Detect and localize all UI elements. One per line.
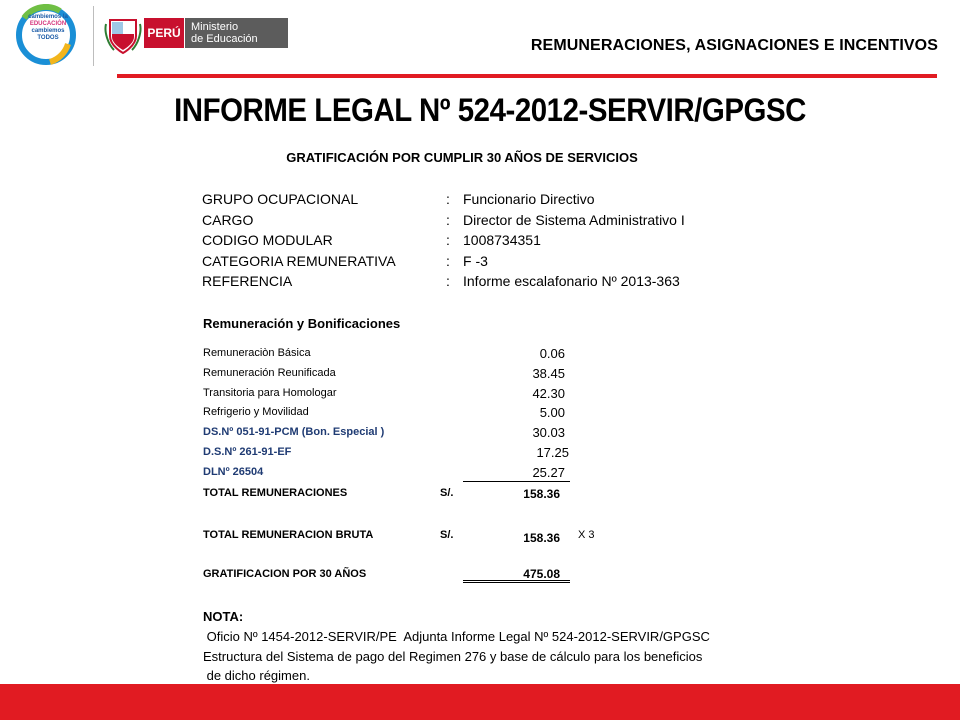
table-row: [203, 364, 603, 384]
info-separator: :: [446, 252, 450, 269]
note: [203, 607, 710, 686]
item-value: 17.25: [536, 444, 569, 460]
info-row: [202, 271, 685, 292]
info-row: [202, 230, 685, 251]
item-value: 30.03: [532, 425, 565, 441]
item-value: 38.45: [532, 365, 565, 381]
info-value: Funcionario Directivo: [463, 191, 595, 207]
header-rule: [117, 74, 937, 78]
item-label: Refrigerio y Movilidad: [203, 406, 309, 419]
table-row: [203, 423, 603, 443]
header-divider: [93, 6, 94, 66]
remuneration-table: [203, 344, 603, 483]
info-separator: :: [446, 191, 450, 207]
item-label: Remuneración Reunificada: [203, 366, 336, 379]
info-separator: :: [446, 211, 450, 228]
info-separator: :: [446, 273, 450, 289]
multiplier-label: X 3: [578, 529, 595, 541]
note-line: de dicho régimen.: [203, 668, 310, 684]
ministry-label: Ministerio de Educación: [185, 18, 288, 48]
section-title: REMUNERACIONES, ASIGNACIONES E INCENTIVOS: [530, 37, 938, 54]
peru-label: PERÚ: [144, 18, 184, 48]
item-label: D.S.Nº 261-91-EF: [203, 445, 292, 458]
total-value: 158.36: [523, 531, 560, 545]
item-label: DLNº 26504: [203, 465, 264, 478]
item-value: 5.00: [539, 405, 565, 421]
info-row: [202, 251, 685, 272]
info-value: Director de Sistema Administrativo I: [463, 211, 685, 228]
total-label: GRATIFICACION POR 30 AÑOS: [203, 568, 367, 580]
info-value: Informe escalafonario Nº 2013-363: [463, 273, 680, 289]
grand-total-rule: [463, 580, 570, 583]
item-value: 0.06: [539, 346, 565, 361]
table-row: [203, 384, 603, 404]
info-label: GRUPO OCUPACIONAL: [202, 191, 359, 207]
item-value: 25.27: [532, 464, 565, 480]
logo-caption: cambiemos la EDUCACIÓN cambiemos TODOS: [28, 14, 68, 41]
page-title: INFORME LEGAL Nº 524-2012-SERVIR/GPGSC: [174, 92, 806, 128]
page-subtitle: GRATIFICACIÓN POR CUMPLIR 30 AÑOS DE SERVICIOS: [286, 150, 638, 165]
subtotal-rule: [463, 481, 570, 482]
item-label: Remuneraciòn Básica: [203, 347, 311, 359]
info-label: CODIGO MODULAR: [202, 232, 333, 248]
total-value: 475.08: [523, 567, 560, 581]
note-line: Estructura del Sistema de pago del Regimen 276 y base de cálculo para los beneficios: [203, 648, 703, 664]
info-value: F -3: [463, 252, 488, 269]
employee-info: [202, 189, 685, 292]
note-line: Oficio Nº 1454-2012-SERVIR/PE Adjunta Informe Legal Nº 524-2012-SERVIR/GPGSC: [203, 628, 710, 644]
info-label: CATEGORIA REMUNERATIVA: [202, 252, 396, 269]
currency-label: S/.: [440, 487, 454, 499]
section-heading: Remuneración y Bonificaciones: [203, 316, 401, 331]
note-heading: NOTA:: [203, 609, 244, 624]
total-label: TOTAL REMUNERACIONES: [203, 487, 348, 499]
footer-bar: [0, 684, 960, 720]
info-row: [202, 189, 685, 210]
table-row: [203, 403, 603, 423]
table-row: [203, 344, 603, 364]
currency-label: S/.: [440, 529, 454, 541]
info-label: REFERENCIA: [202, 273, 293, 289]
peru-coat-of-arms-icon: [104, 14, 142, 56]
item-label: DS.Nº 051-91-PCM (Bon. Especial ): [203, 426, 385, 439]
total-label: TOTAL REMUNERACION BRUTA: [203, 529, 374, 541]
total-value: 158.36: [523, 487, 560, 501]
info-label: CARGO: [202, 211, 254, 228]
item-label: Transitoria para Homologar: [203, 386, 337, 399]
info-value: 1008734351: [463, 232, 541, 248]
table-row: [203, 463, 603, 483]
table-row: [203, 443, 603, 463]
info-separator: :: [446, 232, 450, 248]
info-row: [202, 210, 685, 231]
item-value: 42.30: [532, 385, 565, 401]
